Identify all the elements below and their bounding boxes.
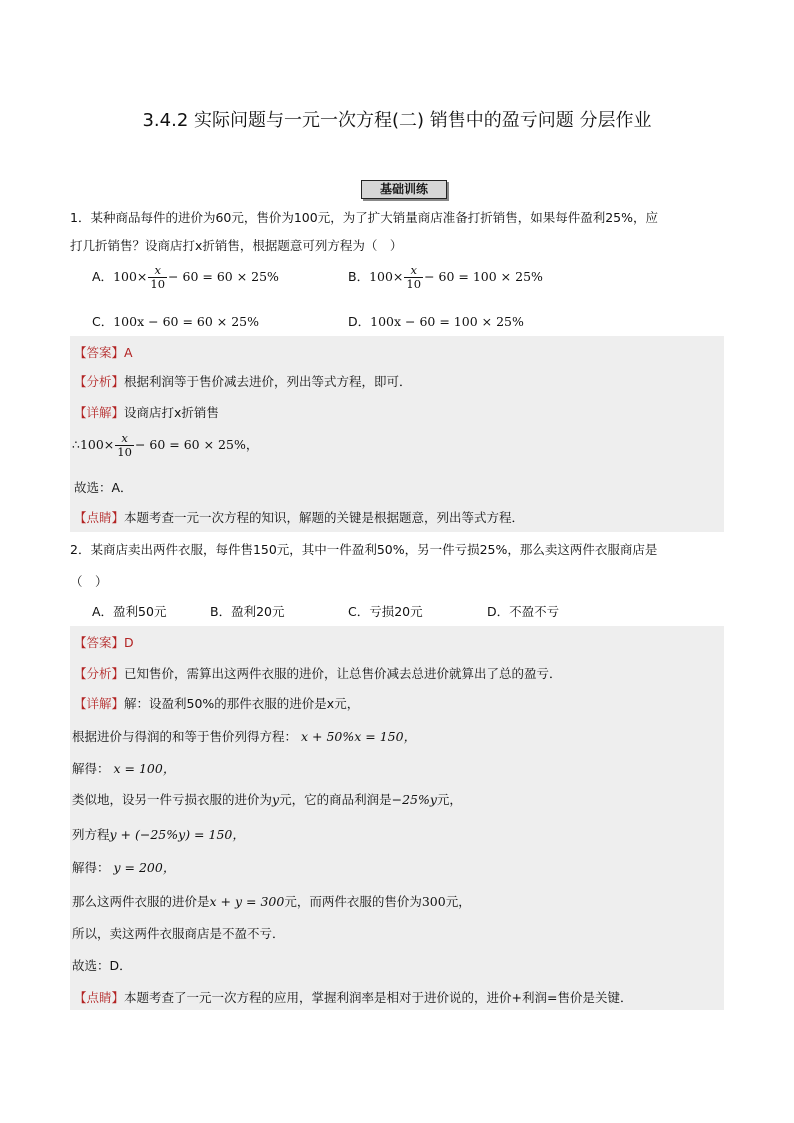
page-title: 3.4.2 实际问题与一元一次方程(二) 销售中的盈亏问题 分层作业 [142,110,652,131]
q2-answer-tag: 【答案】 [74,635,125,650]
q2-step3-a: 类似地，设另一件亏损衣服的进价为 [72,792,273,807]
q2-detail [74,694,359,712]
q2-step3-b: 元，它的商品利润是 [279,792,392,807]
q1-analysis [74,372,412,390]
q2-option-c[interactable]: C．亏损20元 [348,604,423,619]
q1-option-d-label: D． [348,314,371,329]
q2-step6-b: 元，而两件衣服的售价为 [284,894,422,909]
q1-analysis-tag: 【分析】 [74,374,125,389]
q1-option-a-tail: − 60 = 60 × 25% [168,269,279,284]
q1-option-a-num: x [148,264,167,278]
q1-option-b-tail: − 60 = 100 × 25% [424,269,543,284]
q2-step1 [72,727,416,745]
q2-step4-eq: y + (−25%y) = 150， [109,827,245,842]
q2-step1-text: 根据进价与得润的和等于售价列得方程： [72,729,298,744]
q1-eq-tail: − 60 = 60 × 25%， [134,437,259,452]
q1-option-d-expr: 100x − 60 = 100 × 25% [370,314,524,329]
q2-comment-tag: 【点睛】 [74,990,125,1005]
q1-comment-tag: 【点睛】 [74,510,125,525]
q2-choice: 故选：D． [72,958,132,973]
q1-option-a-den: 10 [150,277,166,291]
q2-stem-line1: 2．某商店卖出两件衣服，每件售150元，其中一件盈利50%，另一件亏损25%，那么卖这两件衣服商店是 [70,542,658,557]
q2-step3-c: 元， [436,792,462,807]
q1-detail-text: 设商店打x折销售 [124,405,219,420]
q2-analysis-tag: 【分析】 [74,666,125,681]
q2-step4-text: 列方程 [72,827,110,842]
q1-option-b-lead: 100× [369,269,404,284]
q2-analysis [74,664,562,682]
q1-analysis-text: 根据利润等于售价减去进价，列出等式方程，即可． [124,374,412,389]
q1-option-b-den: 10 [406,277,422,291]
q2-step3-eq: −25%y [391,792,437,807]
q2-answer-value: D [124,635,134,650]
q2-step7: 所以，卖这两件衣服商店是不盈不亏． [72,926,285,941]
q1-answer-tag: 【答案】 [74,345,125,360]
q1-stem-line2: 打几折销售？设商店打x折销售，根据题意可列方程为（ ） [70,238,403,253]
q1-option-a-label: A． [92,269,114,284]
q1-option-c[interactable] [92,312,259,330]
q1-detail-tag: 【详解】 [74,405,125,420]
q1-eq-lead: 100× [79,437,115,452]
q1-comment [74,508,524,526]
q2-step6-num: 300 [421,894,446,909]
q2-step2-text: 解得： [72,761,110,776]
q2-solution-panel [70,626,724,1010]
q2-step6-c: 元， [445,894,471,909]
q2-option-b[interactable]: B．盈利20元 [210,604,285,619]
q1-eq-den: 10 [117,445,132,459]
q2-analysis-text: 已知售价，需算出这两件衣服的进价，让总售价减去总进价就算出了总的盈亏． [124,666,562,681]
q2-step2 [72,759,175,777]
q2-detail-text: 解：设盈利50%的那件衣服的进价是x元， [124,696,360,711]
q1-option-a-lead: 100× [113,269,148,284]
q2-step6 [72,892,471,910]
q2-answer [74,633,134,651]
q1-comment-text: 本题考查一元一次方程的知识，解题的关键是根据题意，列出等式方程． [124,510,525,525]
q2-option-d[interactable]: D．不盈不亏 [487,604,560,619]
q1-detail [74,403,219,421]
q2-stem-line2: （ ） [70,574,108,589]
q1-option-d[interactable] [348,312,524,330]
q2-step1-eq: x + 50%x = 150， [301,729,417,744]
q2-step5-text: 解得： [72,860,110,875]
q1-answer-value: A [124,345,133,360]
q1-option-b[interactable] [348,264,543,291]
section-banner: 基础训练 [361,180,447,199]
q1-option-b-label: B． [348,269,370,284]
q2-step5 [72,858,175,876]
q2-step2-eq: x = 100， [113,761,176,776]
q2-step6-eq: x + y = 300 [209,894,285,909]
q2-step6-a: 那么这两件衣服的进价是 [72,894,210,909]
q2-step4 [72,825,245,843]
q1-eq-num: x [115,432,134,446]
q2-step3 [72,790,462,808]
q1-option-c-label: C． [92,314,114,329]
q1-option-a[interactable] [92,264,279,291]
q1-option-c-expr: 100x − 60 = 60 × 25% [113,314,259,329]
q1-option-b-num: x [404,264,423,278]
q1-equation [72,432,258,459]
q2-detail-tag: 【详解】 [74,696,125,711]
q2-comment-text: 本题考查了一元一次方程的应用，掌握利润率是相对于进价说的，进价+利润=售价是关键． [124,990,633,1005]
q2-step3-var: y [272,792,280,807]
q1-answer [74,343,133,361]
q1-choice: 故选：A． [74,480,133,495]
q2-step5-eq: y = 200， [113,860,176,875]
q2-option-a[interactable]: A．盈利50元 [92,604,167,619]
q1-stem-line1: 1．某种商品每件的进价为60元，售价为100元，为了扩大销量商店准备打折销售，如果每件盈利25%，应 [70,210,659,225]
q2-comment [74,988,632,1006]
q1-eq-prefix: ∴ [72,437,80,452]
